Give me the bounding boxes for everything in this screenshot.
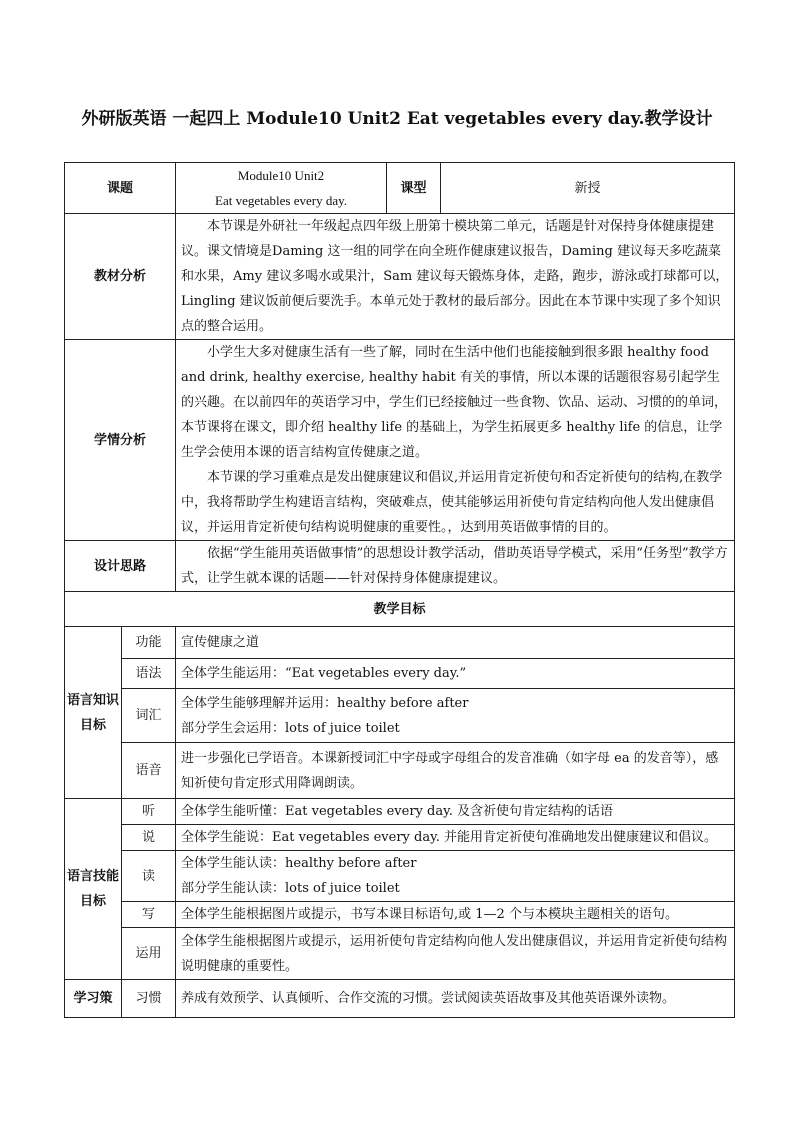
- strategy-label: 学习策: [65, 980, 122, 1018]
- material-analysis-text: 本节课是外研社一年级起点四年级上册第十模块第二单元，话题是针对保持身体健康提建议。课文情境是Daming 这一组的同学在向全班作健康建议报告，Daming 建议每天多吃蔬菜和水果，Amy 建议多喝水或果汁，Sam 建议每天锻炼身体，走路，跑步，游泳或打球都可以，Lingling 建议饭前便后要洗手。本单元处于教材的最后部分。因此在本节课中实现了多个知识点的整合运用。: [181, 219, 729, 334]
- student-analysis-para-2: 本节课的学习重难点是发出健康建议和倡议,并运用肯定祈使句和否定祈使句的结构,在教学中，我将帮助学生构建语言结构，突破难点，使其能够运用祈使句肯定结构向他人发出健康倡议，并运用肯定祈使句结构说明健康的重要性。，达到用英语做事情的目的。: [181, 470, 723, 535]
- skills-line: 全体学生能认读：healthy before after: [181, 856, 417, 871]
- knowledge-sub-label: 功能: [122, 627, 176, 659]
- design-idea-label: 设计思路: [65, 541, 176, 592]
- material-analysis-label: 教材分析: [65, 214, 176, 340]
- skills-line: 全体学生能根据图片或提示，运用祈使句肯定结构向他人发出健康倡议，并运用肯定祈使句结构说明健康的重要性。: [181, 933, 728, 974]
- knowledge-row: [65, 689, 735, 743]
- skills-line: 全体学生能根据图片或提示，书写本课目标语句,或 1—2 个与本模块主题相关的语句。: [181, 907, 678, 922]
- topic-line-1: Module10 Unit2: [237, 168, 325, 183]
- language-skills-label: 语言技能目标: [65, 799, 122, 980]
- material-analysis-row: [65, 214, 735, 340]
- strategy-sub-label: 习惯: [122, 980, 176, 1018]
- knowledge-sub-label: 语音: [122, 743, 176, 799]
- topic-row: [65, 163, 735, 214]
- type-value: 新授: [441, 163, 735, 214]
- topic-label: 课题: [65, 163, 176, 214]
- skills-line: 部分学生能认读：lots of juice toilet: [181, 881, 400, 896]
- skills-row: [65, 928, 735, 980]
- knowledge-line: 进一步强化已学语音。本课新授词汇中字母或字母组合的发音准确（如字母 ea 的发音等），感知祈使句肯定形式用降调朗读。: [181, 750, 719, 791]
- knowledge-content: [176, 659, 735, 689]
- knowledge-line: 部分学生会运用：lots of juice toilet: [181, 720, 400, 736]
- objectives-heading-row: [65, 592, 735, 627]
- skills-content: [176, 851, 735, 902]
- material-analysis-cell: [176, 214, 735, 340]
- knowledge-sub-label: 语法: [122, 659, 176, 689]
- student-analysis-para-1: 小学生大多对健康生活有一些了解，同时在生活中他们也能接触到很多跟 healthy food and drink, healthy exercise, healthy habit 有关的事情，所以本课的话题很容易引起学生的兴趣。在以前四年的英语学习中，学生们已经接触过一些食物、饮品、运动、习惯的的单词，本节课将在课文，即介绍 healthy life 的基础上，为学生拓展更多 healthy life 的信息，让学生学会使用本课的语言结构宣传健康之道。: [181, 345, 728, 460]
- type-label: 课型: [387, 163, 441, 214]
- skills-content: [176, 902, 735, 928]
- objectives-heading: 教学目标: [65, 592, 735, 627]
- skills-row: [65, 825, 735, 851]
- document-title: 外研版英语 一起四上 Module10 Unit2 Eat vegetables every day.教学设计: [81, 109, 713, 129]
- skills-sub-label: 读: [122, 851, 176, 902]
- language-knowledge-label: 语言知识目标: [65, 627, 122, 799]
- knowledge-content: [176, 743, 735, 799]
- student-analysis-row: [65, 340, 735, 541]
- skills-sub-label: 听: [122, 799, 176, 825]
- topic-value: [176, 163, 387, 214]
- knowledge-line: 全体学生能够理解并运用：healthy before after: [181, 695, 469, 711]
- skills-sub-label: 运用: [122, 928, 176, 980]
- knowledge-row: [65, 627, 735, 659]
- student-analysis-label: 学情分析: [65, 340, 176, 541]
- knowledge-row: [65, 659, 735, 689]
- topic-line-2: Eat vegetables every day.: [215, 193, 347, 208]
- skills-row: [65, 799, 735, 825]
- skills-content: [176, 799, 735, 825]
- lesson-plan-table: [64, 162, 735, 1018]
- knowledge-sub-label: 词汇: [122, 689, 176, 743]
- skills-content: [176, 825, 735, 851]
- design-idea-row: [65, 541, 735, 592]
- knowledge-content: [176, 689, 735, 743]
- knowledge-content: [176, 627, 735, 659]
- design-idea-cell: [176, 541, 735, 592]
- skills-sub-label: 写: [122, 902, 176, 928]
- skills-row: [65, 902, 735, 928]
- knowledge-row: [65, 743, 735, 799]
- skills-row: [65, 851, 735, 902]
- strategy-content: 养成有效预学、认真倾听、合作交流的习惯。尝试阅读英语故事及其他英语课外读物。: [176, 980, 735, 1018]
- skills-line: 全体学生能说：Eat vegetables every day. 并能用肯定祈使句准确地发出健康建议和倡议。: [181, 830, 717, 845]
- skills-sub-label: 说: [122, 825, 176, 851]
- knowledge-line: 宣传健康之道: [181, 635, 260, 650]
- knowledge-line: 全体学生能运用：“Eat vegetables every day.”: [181, 666, 467, 681]
- design-idea-text: 依据“学生能用英语做事情”的思想设计教学活动，借助英语导学模式，采用“任务型”教学方式，让学生就本课的话题——针对保持身体健康提建议。: [181, 546, 728, 586]
- skills-content: [176, 928, 735, 980]
- strategy-row: [65, 980, 735, 1018]
- student-analysis-cell: [176, 340, 735, 541]
- skills-line: 全体学生能听懂：Eat vegetables every day. 及含祈使句肯定结构的话语: [181, 804, 613, 819]
